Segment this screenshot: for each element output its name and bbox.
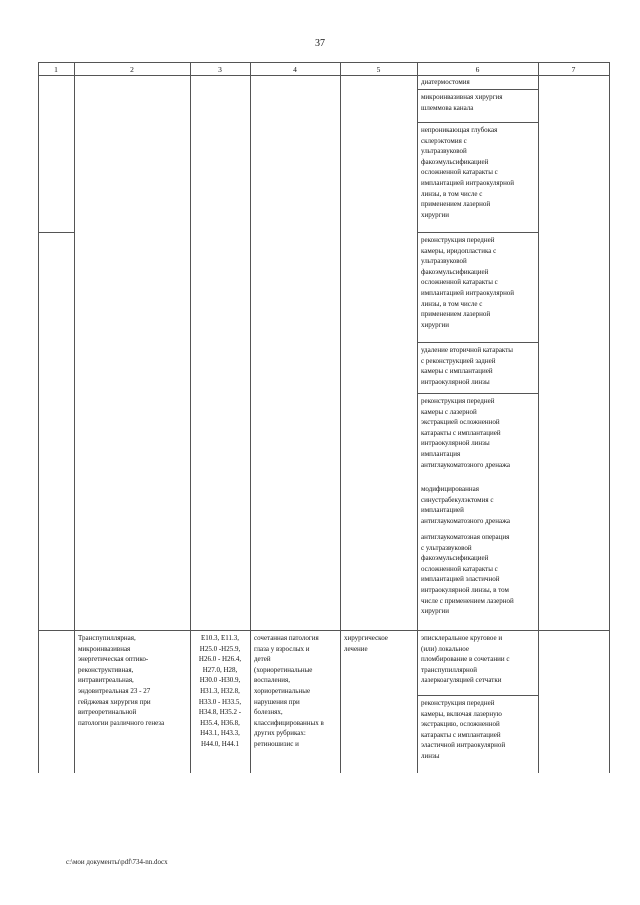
col6-line <box>417 393 538 394</box>
header-col-7: 7 <box>571 65 576 74</box>
procedure-item: удаление вторичной катаракты с реконструкцией задней камеры с имплантацией интраокулярной линзы <box>421 346 513 386</box>
table-border-top <box>38 62 609 63</box>
procedure-item: реконструкция передней камеры, иридопластика с ультразвуковой факоэмульсификацией осложненной катаракты с имплантацией интраокулярной линзы, в том числе с применением лазерной хирургии <box>421 236 515 329</box>
page-number: 37 <box>315 38 325 49</box>
col6-line <box>417 695 538 696</box>
procedure-item: реконструкция передней камеры, включая лазерную экстракцию, осложненной катаракты с имплантацией эластичной интраокулярной линзы <box>421 699 506 760</box>
table-divider <box>250 62 251 773</box>
patient-model-cell: сочетанная патология глаза у взрослых и детей (хориоретинальные воспаления, хориоретинальные нарушения при болезнях, классифицированных в других рубриках: ретиношизис и <box>254 634 324 748</box>
table-divider <box>340 62 341 773</box>
header-col-1: 1 <box>54 65 58 74</box>
header-col-4: 4 <box>293 65 297 74</box>
file-path-footer: c:\мои документы\pdf\734-nn.docx <box>66 858 168 866</box>
col6-line <box>417 89 538 90</box>
treatment-type-cell: хирургическое лечение <box>344 634 388 653</box>
procedure-item: непроникающая глубокая склерэктомия с ультразвуковой факоэмульсификацией осложненной катаракты с имплантацией интраокулярной линзы, в том числе с применением лазерной хирургии <box>421 126 515 219</box>
header-col-3: 3 <box>218 65 222 74</box>
table-border-left <box>38 62 39 773</box>
col6-line <box>417 122 538 123</box>
col6-line <box>417 232 538 233</box>
procedure-item: микроинвазивная хирургия шлеммова канала <box>421 93 503 112</box>
table-divider <box>538 62 539 773</box>
row-separator <box>38 630 609 631</box>
header-col-6: 6 <box>475 65 480 74</box>
col1-row-line <box>38 232 74 233</box>
procedure-item: модифицированная синустрабекулэктомия с имплантацией антиглаукоматозного дренажа <box>421 485 511 525</box>
table-border-right <box>609 62 610 773</box>
procedure-item: антиглаукоматозная операция с ультразвуковой факоэмульсификацией осложненной катаракты с имплантацией эластичной интраокулярной линзы, в том числе с применением лазерной хирургии <box>421 533 514 616</box>
procedure-item: реконструкция передней камеры с лазерной экстракцией осложненной катаракты с имплантацией интраокулярной линзы имплантация антиглаукоматозного дренажа <box>421 397 511 469</box>
table-divider <box>417 62 418 773</box>
table-divider <box>74 62 75 773</box>
icd-codes-cell: E10.3, E11.3, H25.0 -H25.9, H26.0 - H26.4, H27.0, H28, H30.0 -H30.9, H31.3, H32.8, H33.0 - H33.5, H34.8, H35.2 - H35.4, H36.8, H43.1, H43.3, H44.0, H44.1 <box>198 634 242 748</box>
header-bottom-line <box>38 75 609 76</box>
method-name-cell: Транспупиллярная, микроинвазивная энергетическая оптико- реконструктивная, интравитреальная, эндовитреальная 23 - 27 гейджевая хирургия при витреоретинальной патологии различного генеза <box>78 634 165 727</box>
procedure-item: эписклеральное круговое и (или) локальное пломбирование в сочетании с транспупиллярной лазеркоагуляцией сетчатки <box>421 634 510 685</box>
header-col-5: 5 <box>376 65 381 74</box>
header-col-2: 2 <box>130 65 134 74</box>
col6-line <box>417 342 538 343</box>
procedure-item: диатермостомия <box>421 78 470 86</box>
